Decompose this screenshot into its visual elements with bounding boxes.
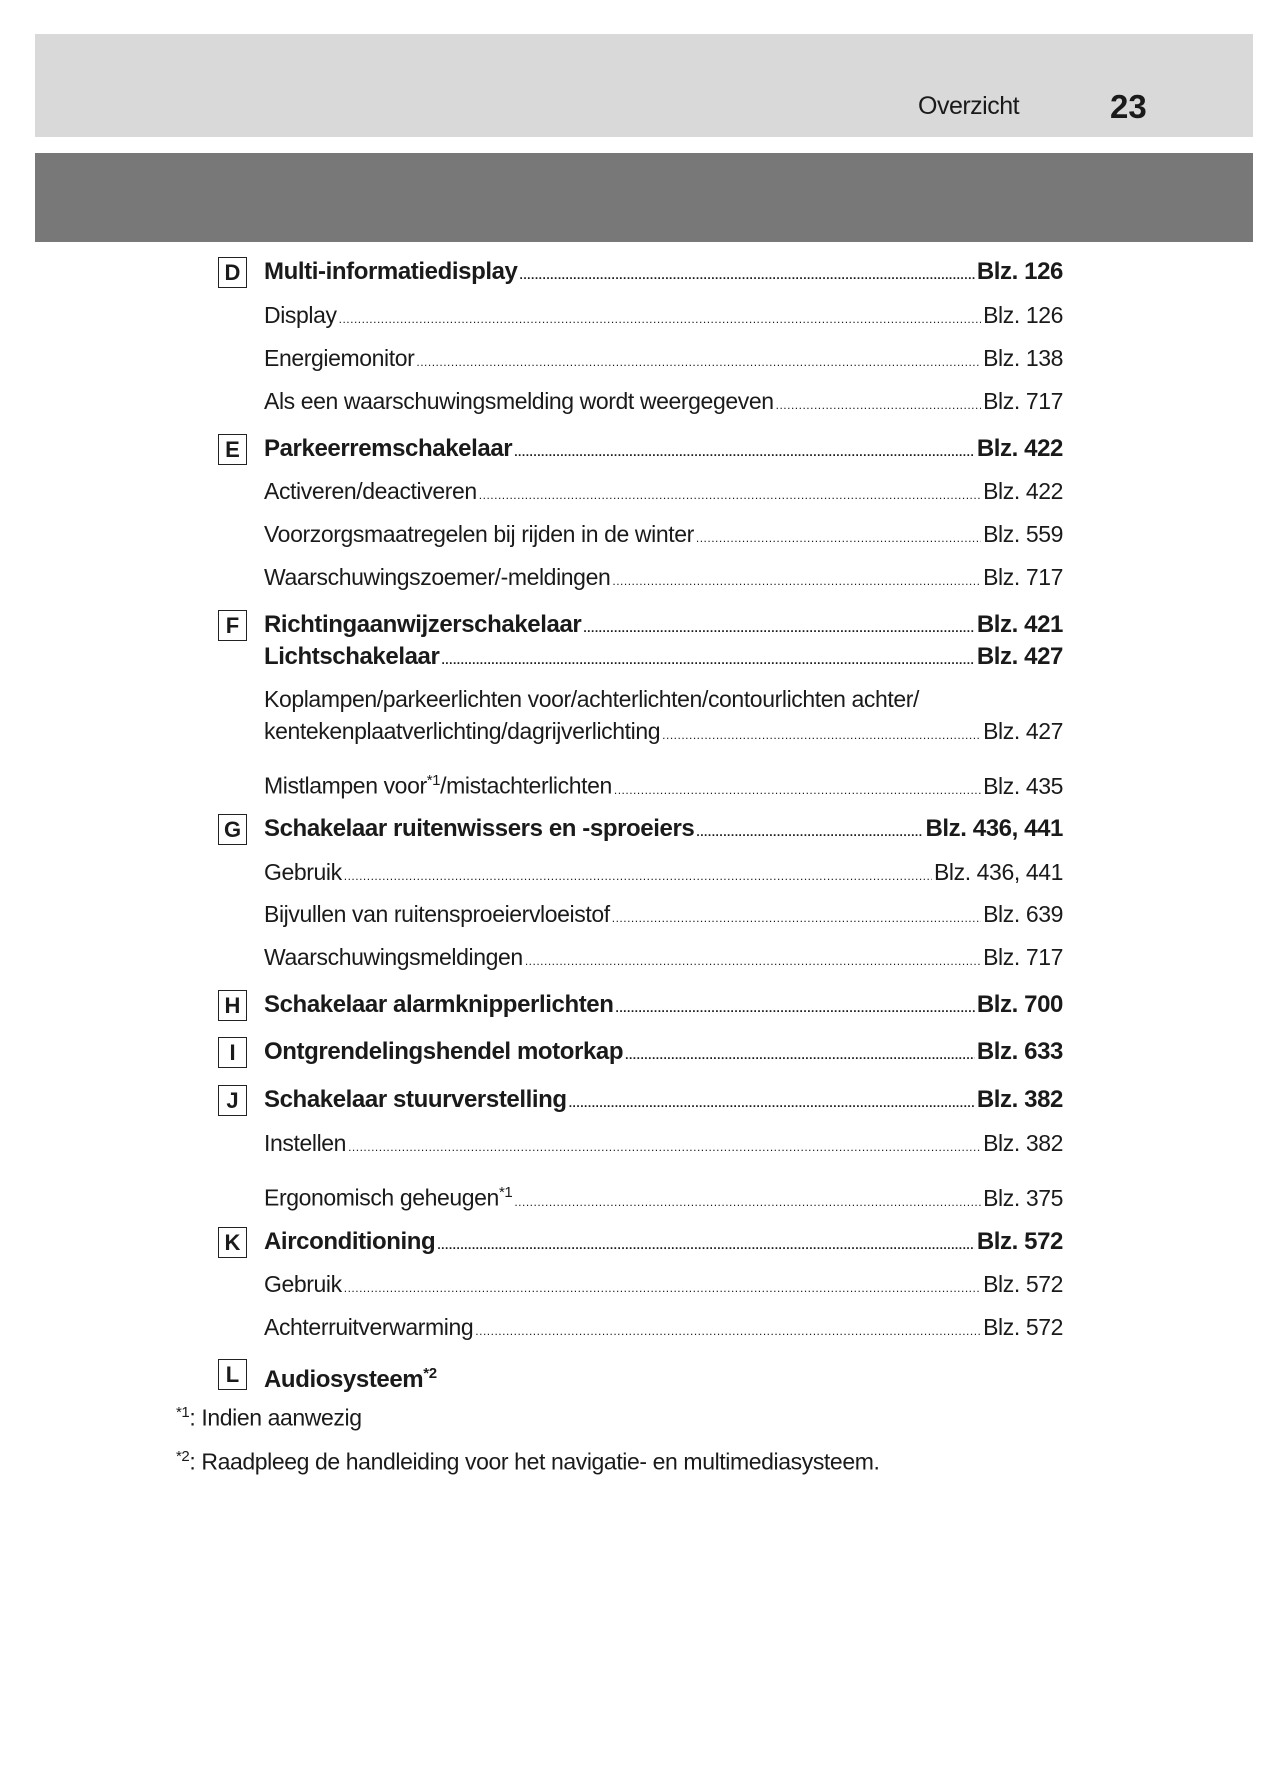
entry-label: Energiemonitor [264, 345, 415, 371]
entry-label: Audiosysteem$^{*2}$ [264, 1365, 437, 1393]
entry-label: kentekenplaatverlichting/dagrijverlichting [264, 718, 661, 744]
section-key-h: H [218, 990, 247, 1021]
entry-label: Waarschuwingsmeldingen [264, 944, 523, 970]
entry-label: Waarschuwingszoemer/-meldingen [264, 564, 611, 590]
index-entry[interactable] [264, 1086, 1063, 1117]
leader-dots [514, 1184, 981, 1216]
leader-dots [616, 991, 975, 1022]
entry-label: Multi-informatiedisplay [264, 258, 518, 285]
section-key-f: F [218, 610, 247, 641]
index-entry[interactable] [264, 1313, 1063, 1345]
page-reference: Blz. 382 [976, 1086, 1063, 1113]
entry-label: Schakelaar ruitenwissers en -sproeiers [264, 815, 695, 842]
index-entry[interactable] [264, 1179, 1063, 1216]
footnote-ref: *1 [426, 772, 441, 789]
page-reference: Blz. 572 [983, 1314, 1063, 1340]
entry-label: Ontgrendelingshendel motorkap [264, 1038, 624, 1065]
index-entry[interactable] [264, 1360, 1063, 1394]
index-entry[interactable] [264, 563, 1063, 595]
page-reference: Blz. 422 [976, 435, 1063, 462]
entry-label: Ergonomisch geheugen$^{*1}$ [264, 1184, 513, 1211]
leader-dots [569, 1086, 975, 1117]
entry-label: Airconditioning [264, 1228, 436, 1255]
leader-dots [525, 943, 981, 975]
leader-dots [612, 563, 981, 595]
section-title: Overzicht [918, 92, 1020, 120]
entry-label: Gebruik [264, 859, 342, 885]
page-reference: Blz. 436, 441 [925, 815, 1063, 842]
leader-dots [696, 520, 981, 552]
index-entry[interactable] [264, 387, 1063, 419]
entry-label: Richtingaanwijzerschakelaar [264, 611, 582, 638]
section-key-e: E [218, 434, 247, 465]
index-entry[interactable] [264, 685, 1063, 713]
leader-dots [344, 858, 932, 890]
page-reference: Blz. 572 [983, 1271, 1063, 1297]
leader-dots [776, 387, 981, 419]
leader-dots [520, 258, 975, 289]
page-reference: Blz. 382 [983, 1130, 1063, 1156]
entry-label: Schakelaar stuurverstelling [264, 1086, 567, 1113]
index-entry[interactable] [264, 643, 1063, 674]
index-entry[interactable] [264, 258, 1063, 289]
leader-dots [696, 815, 923, 846]
index-entry[interactable] [264, 858, 1063, 890]
entry-label: Schakelaar alarmknipperlichten [264, 991, 614, 1018]
page-reference: Blz. 700 [976, 991, 1063, 1018]
footnote-mark: *1 [176, 1404, 190, 1421]
leader-dots [612, 900, 981, 932]
footnote-mark: *2 [176, 1448, 190, 1465]
section-key-j: J [218, 1085, 247, 1116]
index-entry[interactable] [264, 520, 1063, 552]
leader-dots [625, 1038, 975, 1069]
page-number: 23 [1110, 88, 1147, 125]
section-key-k: K [218, 1227, 247, 1258]
index-entry[interactable] [264, 344, 1063, 376]
page-reference: Blz. 427 [983, 718, 1063, 744]
entry-label: Mistlampen voor$^{*1}$/mistachterlichten [264, 772, 612, 799]
page-reference: Blz. 717 [983, 388, 1063, 414]
page-reference: Blz. 126 [976, 258, 1063, 285]
index-entry[interactable] [264, 477, 1063, 509]
page-reference: Blz. 126 [983, 302, 1063, 328]
leader-dots [416, 344, 981, 376]
footnote-ref: *2 [423, 1365, 437, 1382]
footnote [176, 1404, 362, 1432]
footnote-ref: *1 [498, 1184, 513, 1201]
index-entry[interactable] [264, 1038, 1063, 1069]
index-entry[interactable] [264, 611, 1063, 642]
index-entry[interactable] [264, 767, 1063, 804]
page-reference: Blz. 559 [983, 521, 1063, 547]
section-key-d: D [218, 257, 247, 288]
section-key-i: I [218, 1037, 247, 1068]
entry-label: Voorzorgsmaatregelen bij rijden in de winter [264, 521, 694, 547]
section-key-l: L [218, 1359, 247, 1390]
page-reference: Blz. 138 [983, 345, 1063, 371]
index-entry[interactable] [264, 943, 1063, 975]
page-reference: Blz. 717 [983, 564, 1063, 590]
leader-dots [514, 435, 975, 466]
page-reference: Blz. 422 [983, 478, 1063, 504]
leader-dots [662, 717, 981, 749]
index-entry[interactable] [264, 991, 1063, 1022]
leader-dots [344, 1270, 981, 1302]
index-entry[interactable] [264, 1228, 1063, 1259]
page-reference: Blz. 639 [983, 901, 1063, 927]
index-entry[interactable] [264, 301, 1063, 333]
entry-label: Lichtschakelaar [264, 643, 440, 670]
page-reference: Blz. 375 [983, 1184, 1063, 1211]
page-reference: Blz. 435 [983, 772, 1063, 799]
footnote [176, 1448, 879, 1476]
entry-label: Activeren/deactiveren [264, 478, 477, 504]
entry-label: Koplampen/parkeerlichten voor/achterlichten/contourlichten achter/ [264, 686, 920, 712]
page-reference: Blz. 572 [976, 1228, 1063, 1255]
leader-dots [475, 1313, 981, 1345]
footnote-text: : Indien aanwezig [189, 1404, 362, 1431]
entry-label: Als een waarschuwingsmelding wordt weergegeven [264, 388, 774, 414]
leader-dots [614, 772, 981, 804]
leader-dots [479, 477, 981, 509]
leader-dots [583, 611, 974, 642]
footnote-text: : Raadpleeg de handleiding voor het navigatie- en multimediasysteem. [189, 1448, 880, 1475]
entry-label: Parkeerremschakelaar [264, 435, 513, 462]
index-entry[interactable] [264, 717, 1063, 749]
index-entry[interactable] [264, 1129, 1063, 1161]
index-entry[interactable] [264, 815, 1063, 846]
entry-label: Achterruitverwarming [264, 1314, 474, 1340]
header-band [35, 34, 1253, 137]
entry-label: Display [264, 302, 337, 328]
page-reference: Blz. 427 [976, 643, 1063, 670]
index-entry[interactable] [264, 900, 1063, 932]
header-dark-band [35, 153, 1253, 242]
leader-dots [441, 643, 974, 674]
leader-dots [348, 1129, 981, 1161]
page-reference: Blz. 421 [976, 611, 1063, 638]
entry-label: Instellen [264, 1130, 347, 1156]
index-entry[interactable] [264, 1270, 1063, 1302]
page-reference: Blz. 436, 441 [933, 859, 1063, 885]
section-key-g: G [218, 814, 247, 845]
leader-dots [437, 1228, 975, 1259]
entry-label: Gebruik [264, 1271, 342, 1297]
leader-dots [339, 301, 981, 333]
entry-label: Bijvullen van ruitensproeiervloeistof [264, 901, 610, 927]
page-reference: Blz. 633 [976, 1038, 1063, 1065]
index-entry[interactable] [264, 435, 1063, 466]
page-reference: Blz. 717 [983, 944, 1063, 970]
